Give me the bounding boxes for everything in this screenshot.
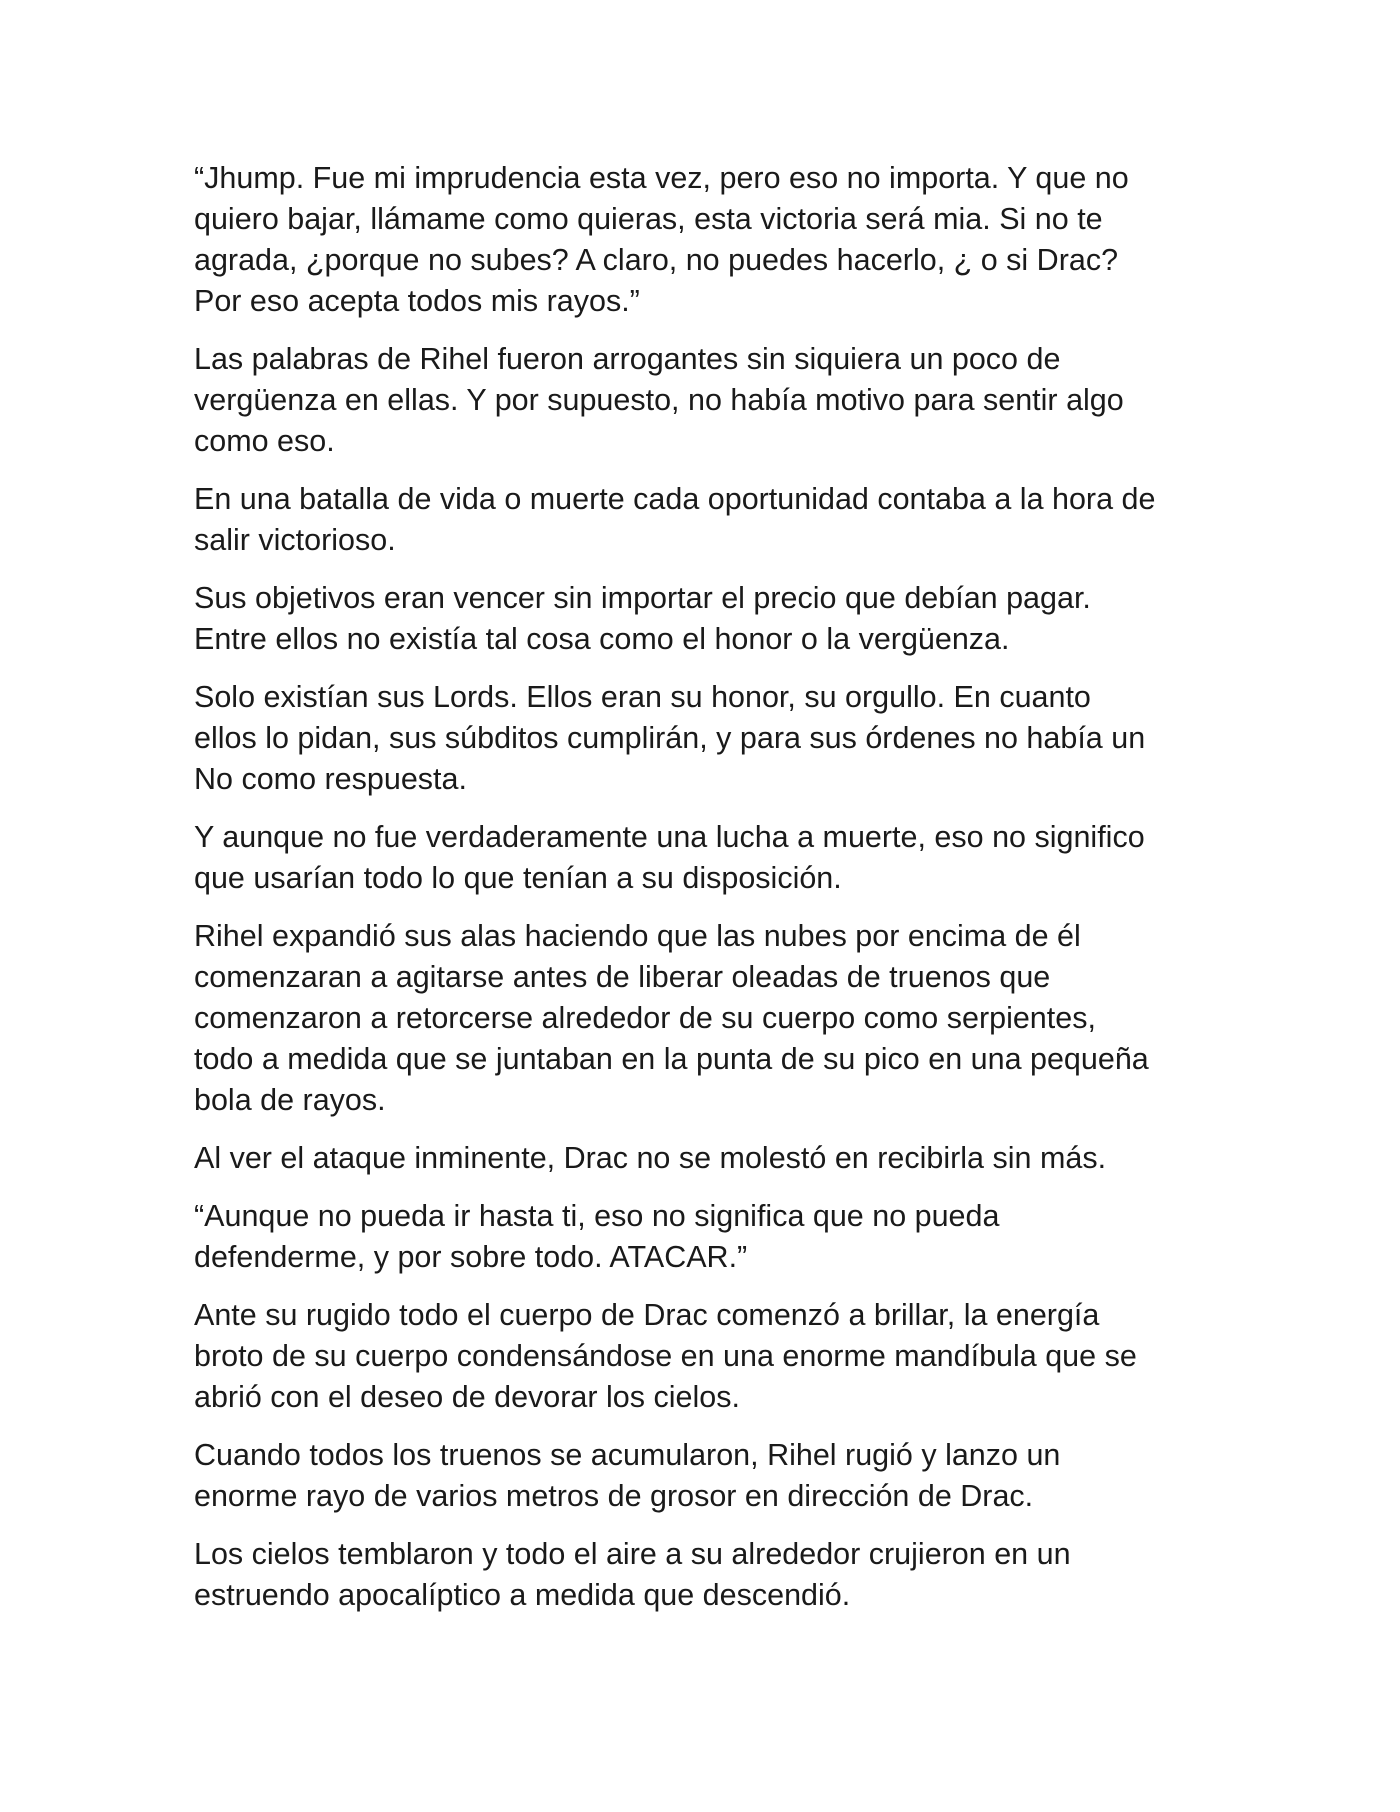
- document-page: [194, 158, 1224, 1633]
- paragraph: En una batalla de vida o muerte cada oportunidad contaba a la hora de salir victorioso.: [194, 482, 1156, 557]
- paragraph: Sus objetivos eran vencer sin importar el precio que debían pagar. Entre ellos no existía tal cosa como el honor o la vergüenza.: [194, 581, 1091, 656]
- paragraph: Los cielos temblaron y todo el aire a su alrededor crujieron en un estruendo apocalíptico a medida que descendió.: [194, 1537, 1071, 1612]
- paragraph: “Jhump. Fue mi imprudencia esta vez, pero eso no importa. Y que no quiero bajar, llámame como quieras, esta victoria será mia. Si no te agrada, ¿porque no subes? A claro, no puedes hacerlo, ¿ o si Drac? Por eso acepta todos mis rayos.”: [194, 161, 1129, 318]
- paragraph: Y aunque no fue verdaderamente una lucha a muerte, eso no significo que usarían todo lo que tenían a su disposición.: [194, 820, 1145, 895]
- paragraph: “Aunque no pueda ir hasta ti, eso no significa que no pueda defenderme, y por sobre todo. ATACAR.”: [194, 1199, 1000, 1274]
- paragraph: Cuando todos los truenos se acumularon, Rihel rugió y lanzo un enorme rayo de varios metros de grosor en dirección de Drac.: [194, 1438, 1061, 1513]
- paragraph: Las palabras de Rihel fueron arrogantes sin siquiera un poco de vergüenza en ellas. Y por supuesto, no había motivo para sentir algo como eso.: [194, 342, 1124, 458]
- paragraph: Al ver el ataque inminente, Drac no se molestó en recibirla sin más.: [194, 1141, 1107, 1175]
- paragraph: Solo existían sus Lords. Ellos eran su honor, su orgullo. En cuanto ellos lo pidan, sus súbditos cumplirán, y para sus órdenes no había un No como respuesta.: [194, 680, 1146, 796]
- paragraph: Rihel expandió sus alas haciendo que las nubes por encima de él comenzaran a agitarse antes de liberar oleadas de truenos que comenzaron a retorcerse alrededor de su cuerpo como serpientes, todo a medida que se juntaban en la punta de su pico en una pequeña bola de rayos.: [194, 919, 1149, 1117]
- paragraph: Ante su rugido todo el cuerpo de Drac comenzó a brillar, la energía broto de su cuerpo condensándose en una enorme mandíbula que se abrió con el deseo de devorar los cielos.: [194, 1298, 1137, 1414]
